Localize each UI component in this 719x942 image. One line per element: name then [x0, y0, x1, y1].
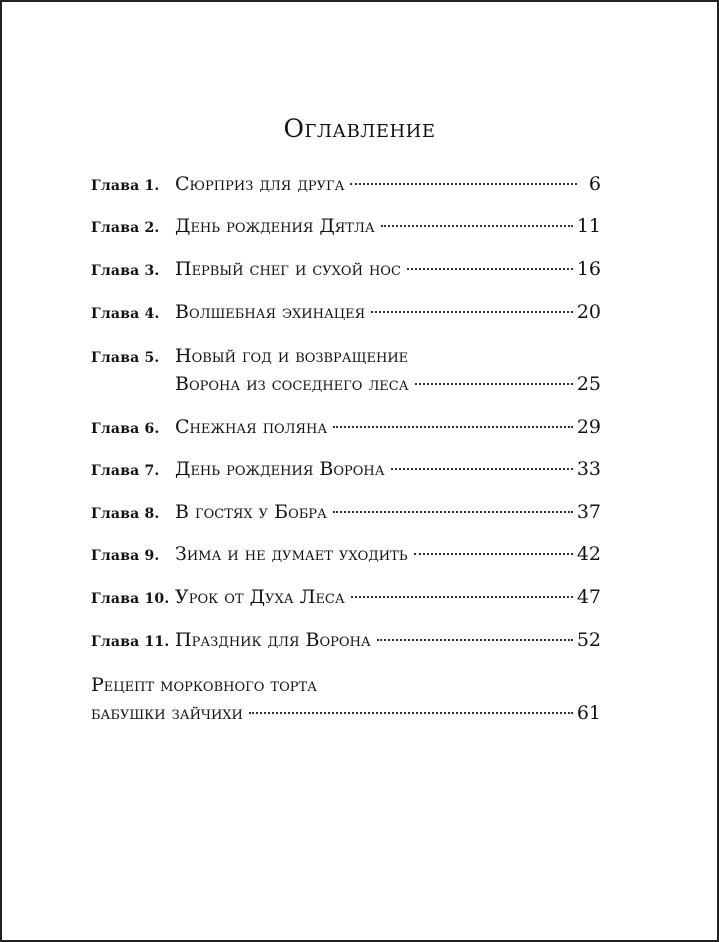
toc-title: Оглавление — [283, 114, 436, 143]
toc-entry[interactable] — [91, 626, 601, 654]
dot-leader — [351, 596, 573, 598]
chapter-title: Урок от Духа Леса — [175, 586, 345, 608]
page-number: 11 — [576, 215, 601, 237]
toc-entry[interactable] — [91, 298, 601, 326]
dot-leader — [371, 311, 573, 313]
chapter-number: Глава 4. — [91, 306, 160, 322]
dot-leader — [333, 511, 573, 513]
toc-entry-line — [91, 455, 601, 483]
page-number: 47 — [576, 586, 601, 608]
chapter-title: Праздник для Ворона — [175, 629, 371, 651]
toc-entry-line — [91, 626, 601, 654]
chapter-number: Глава 7. — [91, 463, 160, 479]
dot-leader — [415, 383, 573, 385]
chapter-title: бабушки зайчихи — [91, 702, 243, 724]
toc-entry[interactable] — [91, 170, 601, 198]
toc-entry-line — [91, 212, 601, 240]
toc-entry[interactable] — [91, 583, 601, 611]
chapter-number: Глава 8. — [91, 506, 160, 522]
toc-entry-line — [91, 498, 601, 526]
page-number: 52 — [576, 629, 601, 651]
chapter-title: День рождения Дятла — [175, 215, 375, 237]
chapter-title: Зима и не думает уходить — [175, 543, 408, 565]
toc-entry-line — [91, 342, 601, 370]
page-number: 25 — [576, 373, 601, 395]
toc-entry-line — [91, 370, 601, 398]
chapter-number: Глава 5. — [91, 350, 160, 366]
dot-leader — [249, 712, 573, 714]
chapter-number: Глава 6. — [91, 421, 160, 437]
dot-leader — [391, 468, 573, 470]
chapter-title: Ворона из соседнего леса — [175, 373, 409, 395]
page-number: 20 — [576, 301, 601, 323]
chapter-number: Глава 9. — [91, 548, 160, 564]
page-number: 33 — [576, 458, 601, 480]
toc-entry-line — [91, 298, 601, 326]
chapter-number: Глава 2. — [91, 220, 160, 236]
dot-leader — [414, 553, 573, 555]
toc-entry-line — [91, 170, 601, 198]
chapter-number: Глава 11. — [91, 634, 170, 650]
chapter-title: Новый год и возвращение — [175, 345, 409, 367]
toc-entry[interactable] — [91, 212, 601, 240]
toc-entry[interactable] — [91, 455, 601, 483]
chapter-title: Сюрприз для друга — [175, 173, 345, 195]
dot-leader — [350, 183, 577, 185]
toc-entry-line — [91, 540, 601, 568]
page-number: 6 — [588, 173, 601, 195]
toc-entry-line — [91, 671, 601, 699]
page-number: 29 — [576, 416, 601, 438]
dot-leader — [407, 268, 573, 270]
dot-leader — [333, 426, 573, 428]
chapter-title: Первый снег и сухой нос — [175, 258, 401, 280]
dot-leader — [377, 639, 573, 641]
toc-entry[interactable] — [91, 413, 601, 441]
toc-entry-line — [91, 413, 601, 441]
toc-entry-line — [91, 699, 601, 727]
page-number: 16 — [576, 258, 601, 280]
chapter-number: Глава 3. — [91, 263, 160, 279]
chapter-title: Рецепт морковного торта — [91, 674, 318, 696]
chapter-title: В гостях у Бобра — [175, 501, 327, 523]
page-number: 37 — [576, 501, 601, 523]
toc-entry-line — [91, 255, 601, 283]
chapter-title: День рождения Ворона — [175, 458, 385, 480]
page-number: 61 — [576, 702, 601, 724]
toc-entry[interactable] — [91, 255, 601, 283]
toc-entry[interactable] — [91, 498, 601, 526]
toc-entry[interactable] — [91, 671, 601, 727]
chapter-number: Глава 1. — [91, 178, 160, 194]
toc-entry[interactable] — [91, 540, 601, 568]
chapter-number: Глава 10. — [91, 591, 170, 607]
toc-entry-line — [91, 583, 601, 611]
page-number: 42 — [576, 543, 601, 565]
chapter-title: Снежная поляна — [175, 416, 328, 438]
chapter-title: Волшебная эхинацея — [175, 301, 366, 323]
toc-entry[interactable] — [91, 342, 601, 398]
dot-leader — [381, 225, 573, 227]
